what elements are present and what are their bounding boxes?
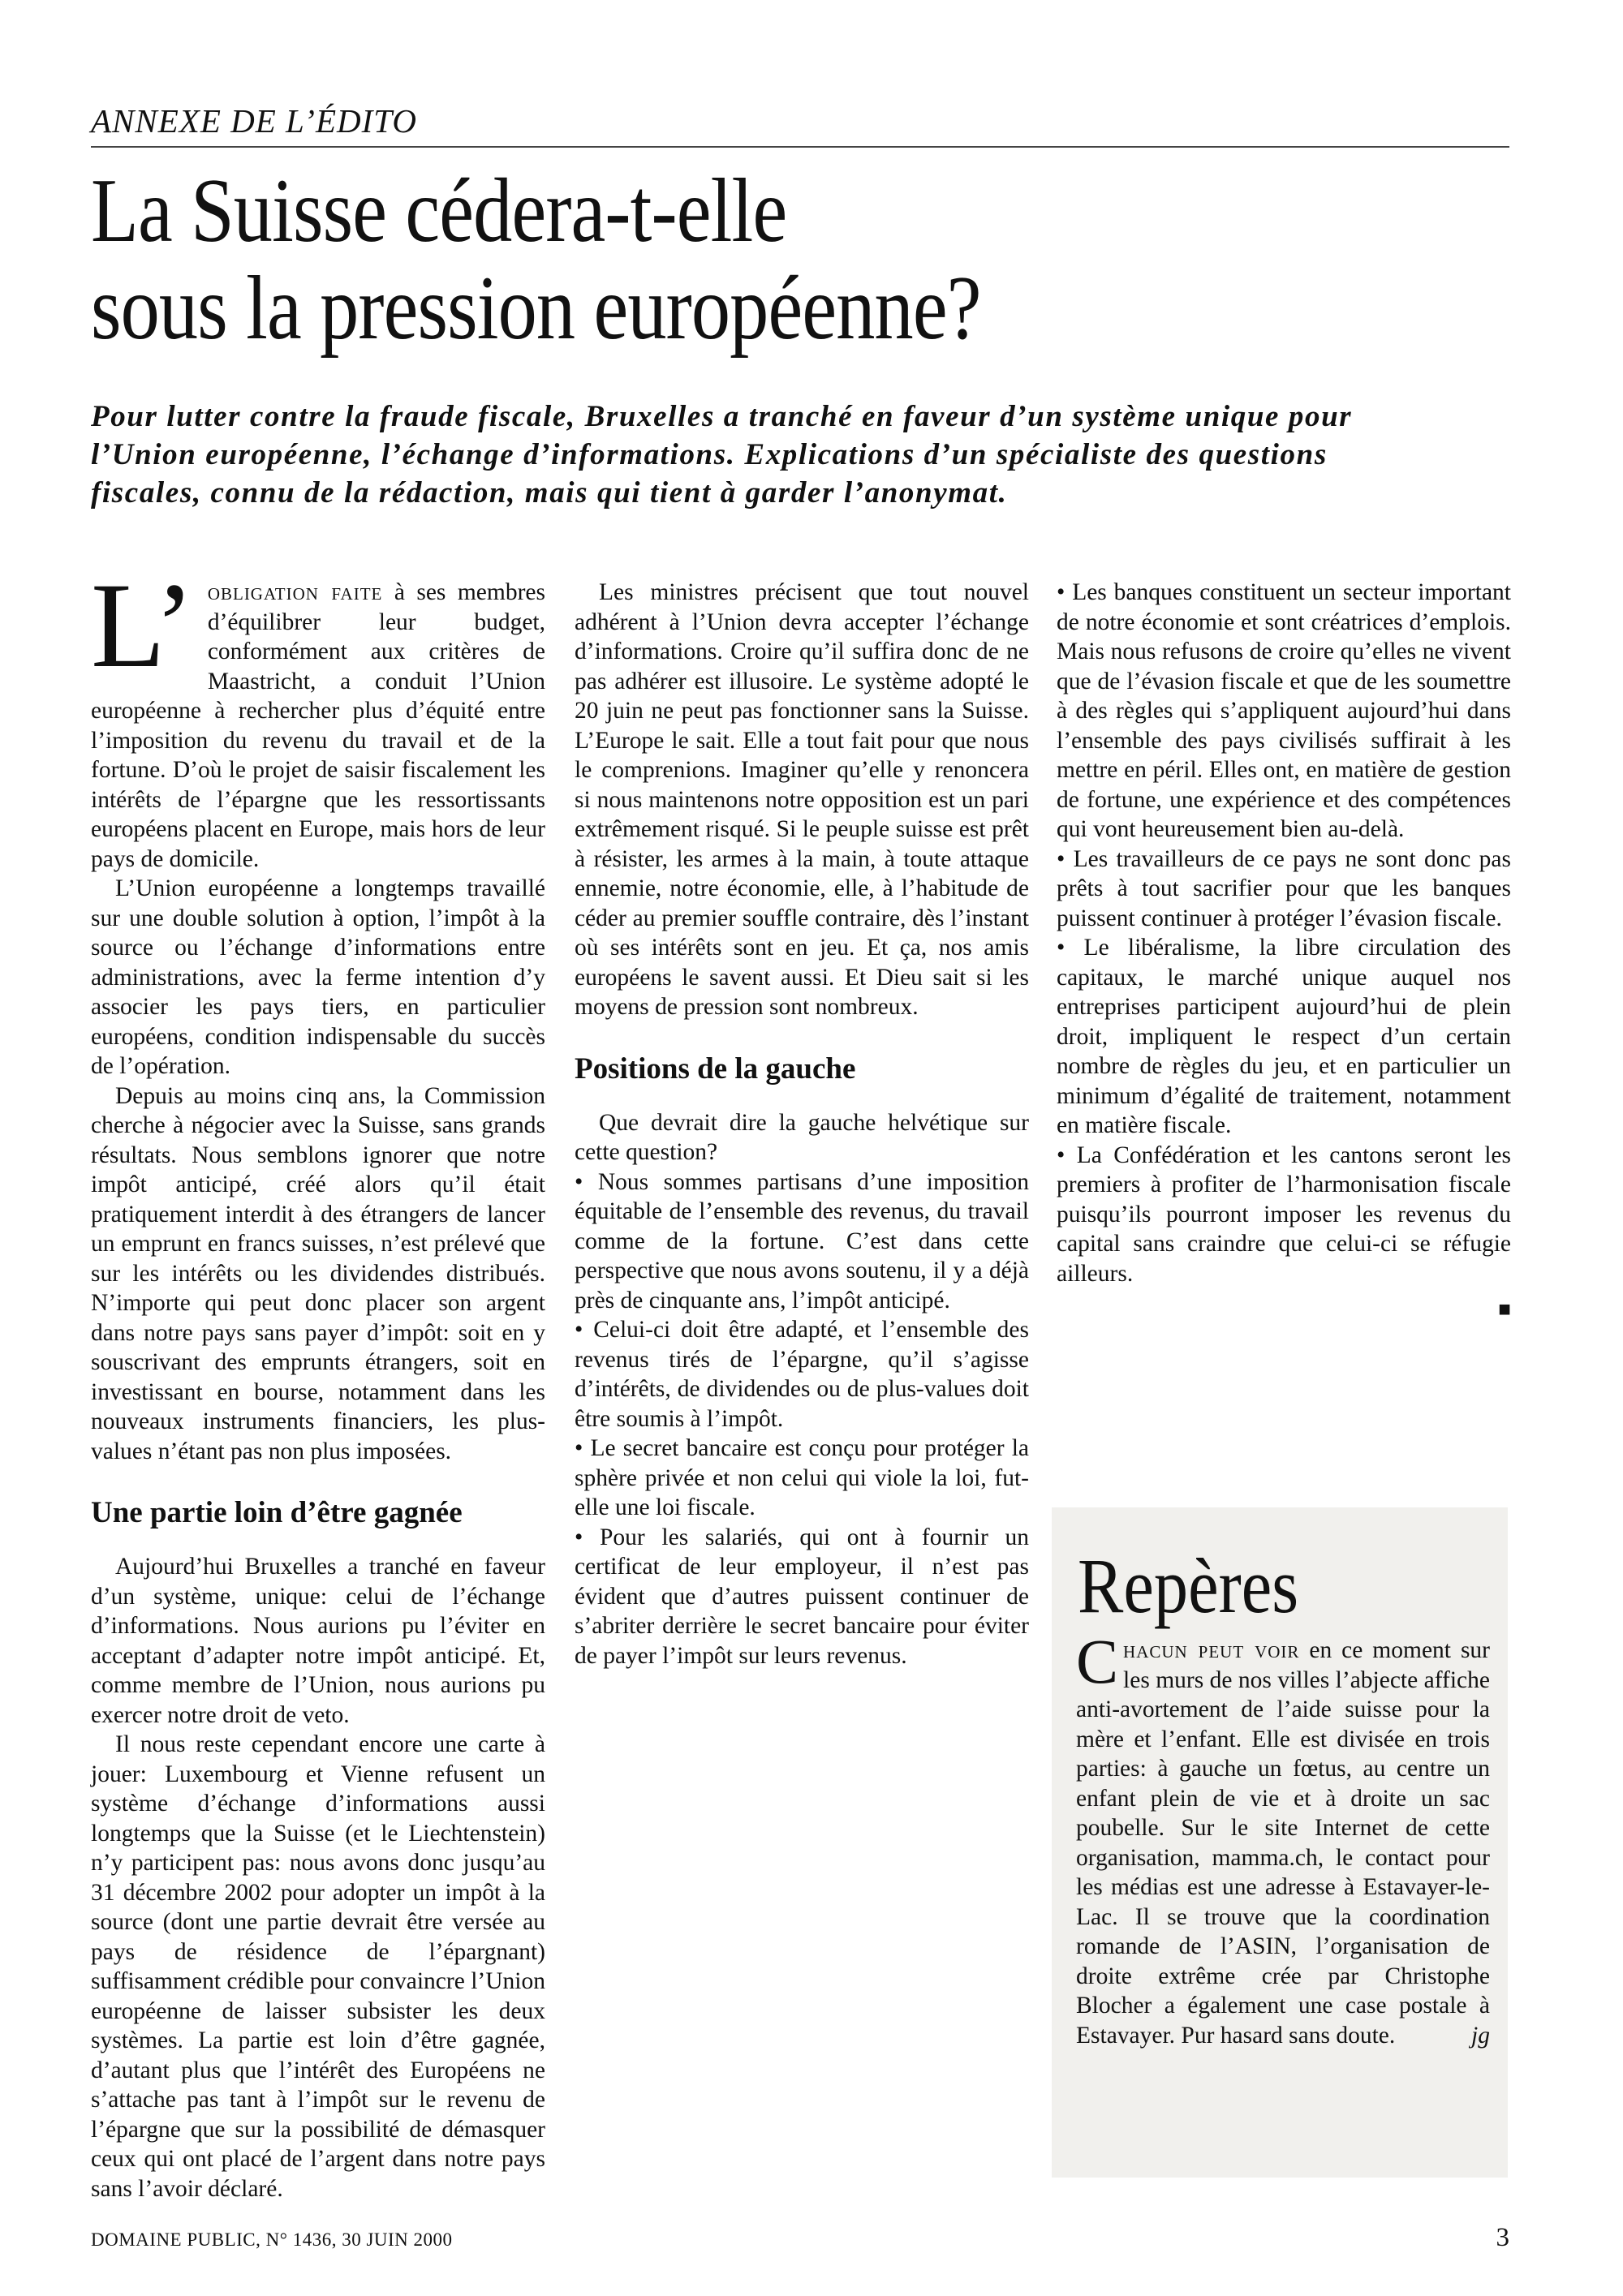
box-body: en ce moment sur les murs de nos villes l’abjecte affiche anti-avortement de l’aide suisse pour la mère et l’enfant. Elle est divisée en trois parties: à gauche un fœtus, au centre un enfant plein de vie et à droite un sac poubelle. Sur le site Internet de cette organisation, mamma.ch, le contact pour les médias est une adresse à Estavayer-le-Lac. Il se trouve que la coordination romande de l’ASIN, l’organisation de droite extrême crée par Christophe Blocher a également une case postale à Estavayer. Pur hasard sans doute. <box>1076 1637 1490 2049</box>
page-title <box>91 162 1319 357</box>
footer-publication: DOMAINE PUBLIC, N° 1436, 30 JUIN 2000 <box>91 2229 453 2250</box>
bullet-5: • Les banques constituent un secteur important de notre économie et sont créatrices d’emplois. Mais nous refusons de croire qu’elles ne vivent que de l’évasion fiscale et que de les soumettre à des règles qui s’appliquent aujourd’hui dans l’ensemble des pays civilisés suffirait à les mettre en péril. Elles ont, en matière de gestion de fortune, une expérience et des compétences qui vont heureusement bien au-delà. <box>1057 579 1511 842</box>
box-signature: jg <box>1471 2022 1490 2049</box>
lead-paragraph: Pour lutter contre la fraude fiscale, Bruxelles a tranché en faveur d’un système unique pour l’Union européenne, l’échange d’informations. Explications d’un spécialiste des questions fiscales, connu de la rédaction, mais qui tient à garder l’anonymat. <box>91 400 1353 510</box>
paragraph-5: Il nous reste cependant encore une carte à jouer: Luxembourg et Vienne refusent un système d’échange d’informations aussi longtemps que la Suisse (et le Liechtenstein) n’y participent pas: nous avons donc jusqu’au 31 décembre 2002 pour adopter un impôt à la source (dont une partie devrait être versée au pays de résidence de l’épargnant) suffisamment crédible pour convaincre l’Union européenne de laisser subsister les deux systèmes. La partie est loin d’être gagnée, d’autant plus que l’intérêt des Européens ne s’attache pas tant à l’impôt sur le revenu de l’épargne que sur la possibilité de démasquer ceux qui ont placé de l’argent dans notre pays sans l’avoir déclaré. <box>91 1731 545 2202</box>
bullet-6: • Les travailleurs de ce pays ne sont donc pas prêts à tout sacrifier pour que les banques puissent continuer à protéger l’évasion fiscale. <box>1057 845 1511 931</box>
smallcaps-opening: obligation faite <box>207 579 383 605</box>
subhead-partie: Une partie loin d’être gagnée <box>91 1496 463 1529</box>
bullet-4: • Pour les salariés, qui ont à fournir un certificat de leur employeur, il n’est pas évident que d’autres puissent continuer de s’abriter derrière le secret bancaire pour éviter de payer l’impôt sur leurs revenus. <box>575 1524 1029 1669</box>
bullet-8: • La Confédération et les cantons seront les premiers à profiter de l’harmonisation fiscale puisqu’ils pourront imposer les revenus du capital sans craindre que celui-ci se réfugie ailleurs. <box>1057 1142 1511 1287</box>
box-title: Repères <box>1078 1542 1299 1629</box>
paragraph-2: L’Union européenne a longtemps travaillé sur une double solution à option, l’impôt à la source ou l’échange d’informations entre administrations, avec la ferme intention d’y associer les pays tiers, en particulier européens, condition indispensable du succès de l’opération. <box>91 875 545 1079</box>
article-column-2 <box>575 578 1029 2192</box>
paragraph-3: Depuis au moins cinq ans, la Commission cherche à négocier avec la Suisse, sans grands résultats. Nous semblons ignorer que notre impôt anticipé, créé alors qu’il était pratiquement interdit à des étrangers de lancer un emprunt en francs suisses, n’est prélevé que sur les intérêts ou les dividendes distribués. N’importe qui peut donc placer son argent dans notre pays sans payer d’impôt: soit en y souscrivant des emprunts étrangers, soit en investissant en bourse, notamment dans les nouveaux instruments financiers, les plus-values n’étant pas non plus imposées. <box>91 1082 545 1464</box>
box-dropcap: C <box>1076 1626 1119 1696</box>
bullet-1: • Nous sommes partisans d’une imposition équitable de l’ensemble des revenus, du travail comme de la fortune. C’est dans cette perspective que nous avons soutenu, il y a déjà près de cinquante ans, l’impôt anticipé. <box>575 1168 1029 1314</box>
paragraph-4: Aujourd’hui Bruxelles a tranché en faveur d’un système, unique: celui de l’échange d’informations. Nous aurions pu l’éviter en acceptant d’adapter notre impôt anticipé. Et, comme membre de l’Union, nous aurions pu exercer notre droit de veto. <box>91 1554 545 1728</box>
kicker: ANNEXE DE L’ÉDITO <box>91 102 417 140</box>
paragraph-7: Que devrait dire la gauche helvétique sur cette question? <box>575 1109 1029 1165</box>
title-line-1: La Suisse cédera-t-elle <box>91 161 787 261</box>
bullet-3: • Le secret bancaire est conçu pour protéger la sphère privée et non celui qui viole la loi, fut-elle une loi fiscale. <box>575 1435 1029 1520</box>
paragraph-1-text: à ses membres d’équilibrer leur budget, conformément aux critères de Maastricht, a conduit l’Union européenne à rechercher plus d’équité entre l’imposition du revenu du travail et de la fortune. D’où le projet de saisir fiscalement les intérêts de l’épargne que les ressortissants européens placent en Europe, mais hors de leur pays de domicile. <box>91 579 545 872</box>
header-rule <box>91 146 1509 148</box>
subhead-gauche: Positions de la gauche <box>575 1051 856 1086</box>
box-text <box>1076 1626 1490 2050</box>
bullet-2: • Celui-ci doit être adapté, et l’ensemble des revenus tirés de l’épargne, qu’il s’agisse d’intérêts, de dividendes ou de plus-values doit être soumis à l’impôt. <box>575 1317 1029 1432</box>
page-number: 3 <box>1496 2223 1509 2252</box>
bullet-7: • Le libéralisme, la libre circulation des capitaux, le marché unique auquel nos entreprises participent aujourd’hui de plein droit, impliquent le respect d’un certain nombre de règles du jeu, et en particulier un minimum d’égalité de traitement, notamment en matière fiscale. <box>1057 935 1511 1138</box>
article-column-1 <box>91 558 545 2202</box>
paragraph-1 <box>91 558 545 874</box>
article-column-3 <box>1057 578 1511 1446</box>
dropcap: L’ <box>91 558 195 693</box>
title-line-2: sous la pression européenne? <box>91 258 981 359</box>
paragraph-6: Les ministres précisent que tout nouvel adhérent à l’Union devra accepter l’échange d’informations. Croire qu’il suffira donc de ne pas adhérer est illusoire. Le système adopté le 20 juin ne peut pas fonctionner sans la Suisse. L’Europe le sait. Elle a tout fait pour que nous le comprenions. Imaginer qu’elle y renoncera si nous maintenons notre opposition est un pari extrêmement risqué. Si le peuple suisse est prêt à résister, les armes à la main, à toute attaque ennemie, notre économie, elle, à l’habitude de céder au premier souffle contraire, dès l’instant où ses intérêts sont en jeu. Et ça, nos amis européens le savent aussi. Et Dieu sait si les moyens de pression sont nombreux. <box>575 579 1029 1020</box>
box-smallcaps: hacun peut voir <box>1123 1637 1300 1663</box>
end-mark-icon: ■ <box>1498 1297 1511 1321</box>
